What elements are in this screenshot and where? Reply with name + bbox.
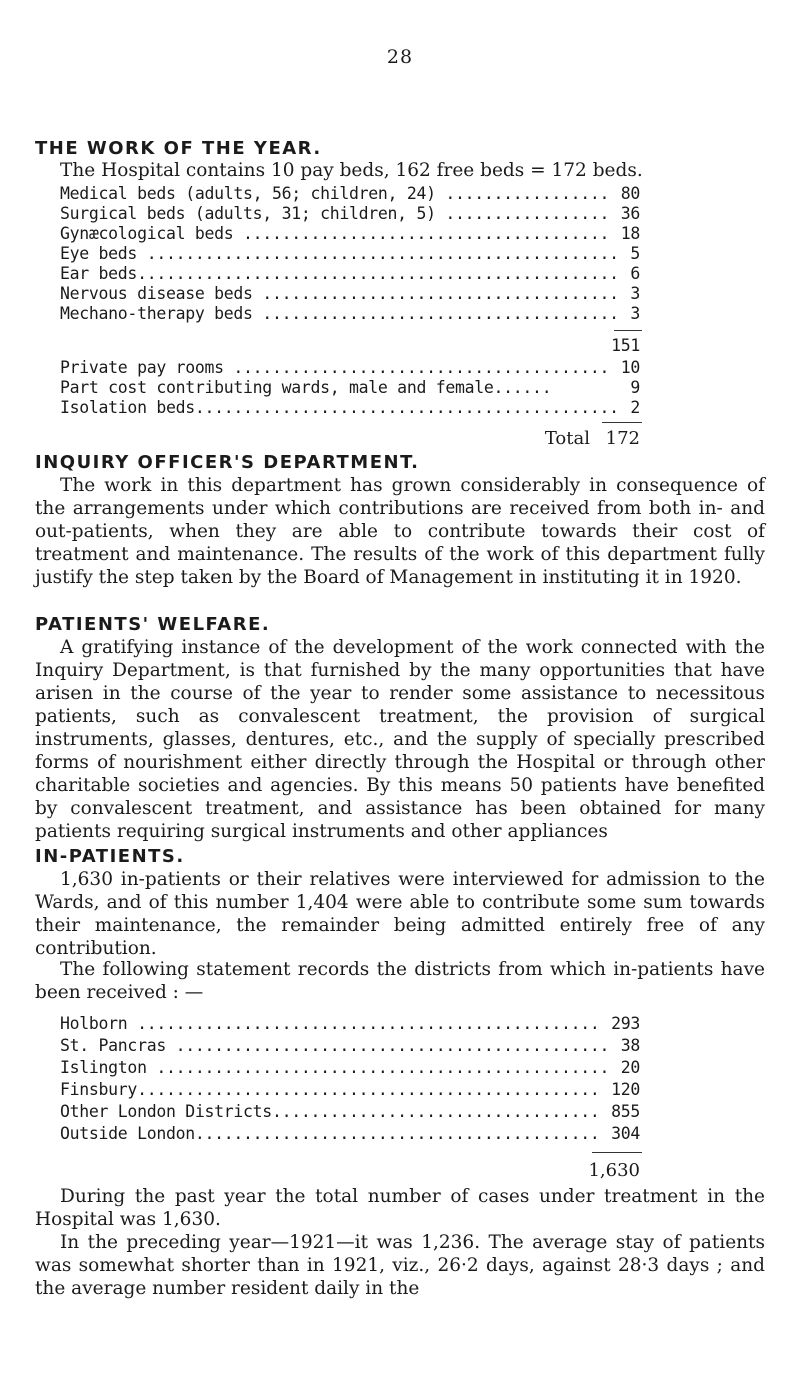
in-patients-paragraph: 1,630 in-patients or their relatives were interviewed for admission to the Wards, and of this number 1,404 were able to contribute some sum towards their maintenance, the remainder being admitted entirely free of any contribution. <box>35 869 765 959</box>
total-rule <box>602 422 642 423</box>
district-row <box>60 1014 640 1034</box>
districts-intro-paragraph: The following statement records the districts from which in-patients have been received : — <box>35 959 765 1003</box>
beds-row <box>60 284 640 304</box>
total-cases-paragraph: During the past year the total number of cases under treatment in the Hospital was 1,630. <box>35 1186 765 1230</box>
beds-row-value: 3 <box>630 284 640 303</box>
district-row <box>60 1058 640 1078</box>
beds-row-label: Gynæcological beds ...................................... <box>60 224 610 243</box>
districts-total-rule <box>592 1152 642 1153</box>
beds-subtotal-value: 151 <box>611 336 640 355</box>
welfare-paragraph: A gratifying instance of the development of the work connected with the Inquiry Department, is that furnished by the many opportunities that have arisen in the course of the year to render some assistance to necessitous patients, such as convalescent treatment, the provision of surgical instruments, glasses, dentures, etc., and the supply of specially prescribed forms of nourishment either directly through the Hospital or through other charitable societies and agencies. By this means 50 patients have benefited by convalescent treatment, and assistance has been obtained for many patients requiring surgical instruments and other appliances <box>35 637 765 842</box>
district-row <box>60 1102 640 1122</box>
beds-row-label: Eye beds ................................................. <box>60 244 619 263</box>
average-stay-paragraph: In the preceding year—1921—it was 1,236. The average stay of patients was somewhat shorter than in 1921, viz., 26·2 days, against 28·3 days ; and the average number resident daily in the <box>35 1232 765 1299</box>
district-row-value: 304 <box>611 1124 640 1143</box>
beds-row-value: 9 <box>630 378 640 397</box>
beds-row-label: Part cost contributing wards, male and female...... <box>60 378 552 397</box>
beds-intro-line: The Hospital contains 10 pay beds, 162 free beds = 172 beds. <box>60 160 643 181</box>
work-of-year-heading: THE WORK OF THE YEAR. <box>35 138 322 159</box>
district-row-label: Outside London.......................................... <box>60 1124 600 1143</box>
beds-row-value: 10 <box>620 358 640 377</box>
beds-row-value: 3 <box>630 304 640 323</box>
district-row <box>60 1124 640 1144</box>
beds-row <box>60 264 640 284</box>
beds-row-value: 6 <box>630 264 640 283</box>
beds-row-value: 5 <box>630 244 640 263</box>
beds-row-value: 80 <box>620 184 640 203</box>
district-row <box>60 1036 640 1056</box>
district-row-value: 20 <box>620 1058 640 1077</box>
district-row-label: Holborn ................................................ <box>60 1014 600 1033</box>
beds-row-value: 18 <box>620 224 640 243</box>
district-row-label: Finsbury................................................ <box>60 1080 600 1099</box>
beds-row <box>60 184 640 204</box>
beds-row-label: Nervous disease beds ..................................... <box>60 284 619 303</box>
beds-total-value: 172 <box>605 428 640 449</box>
beds-total <box>60 428 640 448</box>
beds-row-label: Isolation beds............................................ <box>60 398 619 417</box>
beds-row-label: Medical beds (adults, 56; children, 24) ................. <box>60 184 610 203</box>
beds-row <box>60 224 640 244</box>
district-row-value: 293 <box>611 1014 640 1033</box>
districts-total <box>60 1160 640 1180</box>
beds-row <box>60 304 640 324</box>
beds-row-value: 2 <box>630 398 640 417</box>
patients-welfare-heading: PATIENTS' WELFARE. <box>35 614 271 635</box>
subtotal-rule <box>614 330 642 331</box>
beds-row <box>60 398 640 418</box>
beds-total-label: Total <box>544 428 590 449</box>
beds-row-label: Mechano-therapy beds ..................................... <box>60 304 619 323</box>
beds-row <box>60 204 640 224</box>
beds-row <box>60 358 640 378</box>
beds-subtotal <box>60 336 640 356</box>
district-row-label: St. Pancras ............................................. <box>60 1036 610 1055</box>
district-row-value: 855 <box>611 1102 640 1121</box>
district-row <box>60 1080 640 1100</box>
district-row-value: 38 <box>620 1036 640 1055</box>
inquiry-paragraph: The work in this department has grown considerably in consequence of the arrangements under which contributions are received from both in- and out-patients, when they are able to contribute towards their cost of treatment and maintenance. The results of the work of this department fully justify the step taken by the Board of Management in instituting it in 1920. <box>35 475 765 588</box>
districts-total-value: 1,630 <box>588 1160 640 1181</box>
beds-row-value: 36 <box>620 204 640 223</box>
beds-row-label: Surgical beds (adults, 31; children, 5) ................. <box>60 204 610 223</box>
beds-row <box>60 244 640 264</box>
beds-row <box>60 378 640 398</box>
district-row-value: 120 <box>611 1080 640 1099</box>
beds-row-label: Private pay rooms ....................................... <box>60 358 610 377</box>
district-row-label: Islington ............................................... <box>60 1058 610 1077</box>
district-row-label: Other London Districts.................................. <box>60 1102 600 1121</box>
page-number: 28 <box>386 46 414 68</box>
inquiry-officer-heading: INQUIRY OFFICER'S DEPARTMENT. <box>35 452 420 473</box>
in-patients-heading: IN-PATIENTS. <box>35 846 185 867</box>
beds-row-label: Ear beds.................................................. <box>60 264 619 283</box>
